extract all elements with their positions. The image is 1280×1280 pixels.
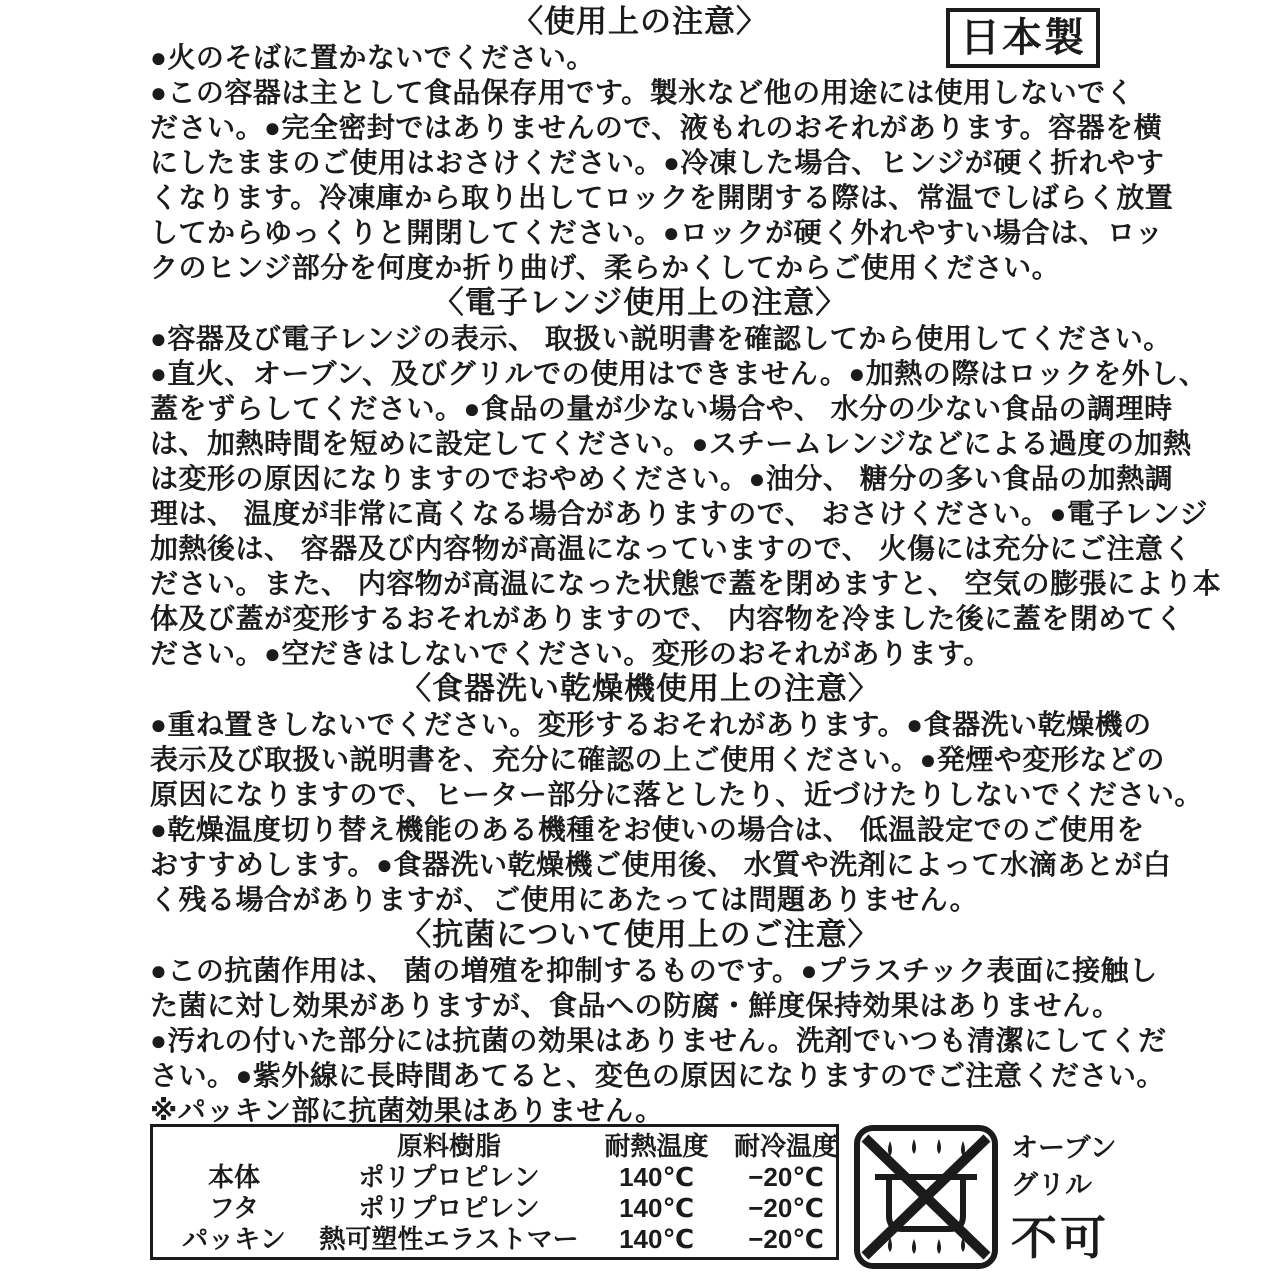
- caution-line: さい。●紫外線に長時間あてると、変色の原因になりますのでご注意ください。: [150, 1060, 1165, 1091]
- caution-line: 蓋をずらしてください。●食品の量が少ない場合や、 水分の少ない食品の調理時: [150, 393, 1173, 424]
- caution-line: ●重ね置きしないでください。変形するおそれがあります。●食器洗い乾燥機の: [150, 709, 1152, 740]
- oven-label: オーブン: [1011, 1133, 1117, 1163]
- part-cold: −20℃: [748, 1162, 824, 1192]
- caution-line: 加熱後は、 容器及び内容物が高温になっていますので、 火傷には充分にご注意く: [150, 533, 1193, 564]
- caution-line: は、加熱時間を短めに設定してください。●スチームレンジなどによる過度の加熱: [150, 428, 1192, 459]
- caution-line: ●直火、オーブン、及びグリルでの使用はできません。●加熱の際はロックを外し、: [150, 358, 1208, 389]
- header-heat-resistance: 耐熱温度: [604, 1131, 709, 1161]
- part-cold: −20℃: [748, 1224, 824, 1254]
- caution-line: ●容器及び電子レンジの表示、 取扱い説明書を確認してから使用してください。: [150, 323, 1172, 354]
- header-blank: [159, 1131, 309, 1162]
- material-spec-table: [159, 1131, 848, 1255]
- caution-line: く残る場合がありますが、ご使用にあたっては問題ありません。: [150, 884, 979, 915]
- caution-line: くなります。冷凍庫から取り出してロックを開閉する際は、常温でしばらく放置: [150, 182, 1174, 213]
- part-material: ポリプロピレン: [358, 1193, 540, 1223]
- section-general-caution: [150, 4, 1174, 285]
- material-spec-table-box: [150, 1124, 839, 1260]
- part-name: パッキン: [182, 1224, 286, 1254]
- section-antibacterial-caution: [150, 917, 1167, 1128]
- caution-line: ●火のそばに置かないでください。: [150, 42, 595, 73]
- not-allowed-label: 不可: [1011, 1212, 1109, 1264]
- caution-line: 理は、 温度が非常に高くなる場合がありますので、 おさけください。●電子レンジ: [150, 498, 1209, 529]
- caution-line: た菌に対し効果がありますが、食品への防腐・鮮度保持効果はありません。: [150, 990, 1121, 1021]
- table-row: [159, 1224, 848, 1255]
- caution-line: は変形の原因になりますのでおやめください。●油分、 糖分の多い食品の加熱調: [150, 463, 1174, 494]
- part-cold: −20℃: [748, 1193, 824, 1223]
- section-dishwasher-caution: [150, 671, 1203, 917]
- caution-line: にしたままのご使用はおさけください。●冷凍した場合、ヒンジが硬く折れやす: [150, 147, 1165, 178]
- table-row: [159, 1193, 848, 1224]
- part-material: 熱可塑性エラストマー: [319, 1224, 579, 1254]
- caution-line: 体及び蓋が変形するおそれがありますので、 内容物を冷ました後に蓋を閉めてく: [150, 603, 1184, 634]
- oven-grill-notice: [1011, 1124, 1117, 1270]
- caution-line: ●汚れの付いた部分には抗菌の効果はありません。洗剤でいつも清潔にしてくだ: [150, 1025, 1167, 1056]
- footnote-line: ※パッキン部に抗菌効果はありません。: [150, 1095, 664, 1126]
- bottom-block: [150, 1124, 1130, 1270]
- caution-line: ●この抗菌作用は、 菌の増殖を抑制するものです。●プラスチック表面に接触し: [150, 955, 1158, 986]
- header-cold-resistance: 耐冷温度: [733, 1131, 838, 1161]
- part-name: フタ: [208, 1193, 260, 1223]
- caution-line: クのヒンジ部分を何度か折り曲げ、柔らかくしてからご使用ください。: [150, 252, 1061, 283]
- instructions-content: [150, 4, 1222, 1128]
- caution-line: 原因になりますので、ヒーター部分に落としたり、近づけたりしないでください。: [150, 779, 1203, 810]
- table-row: [159, 1162, 848, 1193]
- caution-line: ださい。また、 内容物が高温になった状態で蓋を閉めますと、 空気の膨張により本: [150, 568, 1222, 599]
- caution-line: おすすめします。●食器洗い乾燥機ご使用後、 水質や洗剤によって水滴あとが白: [150, 849, 1172, 880]
- section-heading: 〈電子レンジ使用上の注意〉: [432, 285, 848, 320]
- caution-line: してからゆっくりと開閉してください。●ロックが硬く外れやすい場合は、ロッ: [150, 217, 1164, 248]
- no-oven-grill-icon: [853, 1124, 999, 1270]
- section-heading: 〈使用上の注意〉: [512, 4, 768, 39]
- grill-label: グリル: [1011, 1170, 1092, 1200]
- part-name: 本体: [207, 1162, 260, 1192]
- header-material: 原料樹脂: [396, 1131, 501, 1161]
- caution-line: ださい。●完全密封ではありませんので、液もれのおそれがあります。容器を横: [150, 112, 1163, 143]
- part-material: ポリプロピレン: [358, 1162, 540, 1192]
- section-heading: 〈食器洗い乾燥機使用上の注意〉: [400, 671, 880, 706]
- caution-line: ●乾燥温度切り替え機能のある機種をお使いの場合は、 低温設定でのご使用を: [150, 814, 1145, 845]
- part-heat: 140℃: [619, 1224, 694, 1254]
- made-in-japan-badge: 日本製: [946, 8, 1100, 68]
- caution-line: ださい。●空だきはしないでください。変形のおそれがあります。: [150, 638, 992, 669]
- section-microwave-caution: [150, 285, 1222, 671]
- caution-line: ●この容器は主として食品保存用です。製氷など他の用途には使用しないでく: [150, 77, 1135, 108]
- part-heat: 140℃: [619, 1162, 694, 1192]
- section-heading: 〈抗菌について使用上のご注意〉: [400, 917, 880, 952]
- part-heat: 140℃: [619, 1193, 694, 1223]
- table-header-row: [159, 1131, 848, 1162]
- caution-line: 表示及び取扱い説明書を、充分に確認の上ご使用ください。●発煙や変形などの: [150, 744, 1165, 775]
